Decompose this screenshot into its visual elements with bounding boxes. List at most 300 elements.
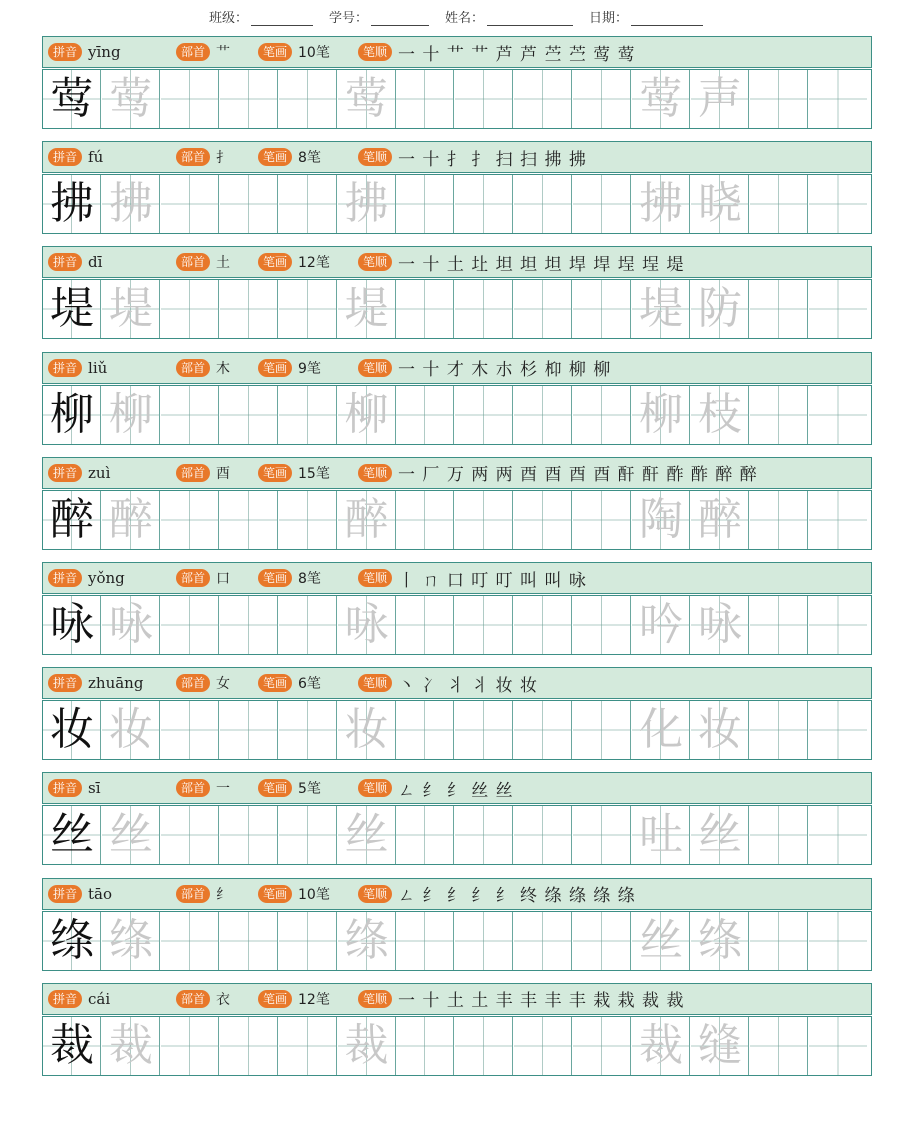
- stroke-order-segment: [358, 986, 684, 1011]
- pinyin-segment: [43, 569, 176, 587]
- practice-cell[interactable]: [632, 596, 690, 654]
- practice-cell[interactable]: [809, 175, 867, 233]
- practice-cell[interactable]: [632, 806, 690, 864]
- writing-grid: [42, 1016, 872, 1076]
- order-tag: 笔顺: [358, 43, 392, 61]
- pinyin-value: yǒng: [88, 569, 125, 587]
- word-character-2: 防: [697, 283, 742, 335]
- pinyin-segment: [43, 779, 176, 797]
- practice-cell[interactable]: [809, 70, 867, 128]
- practice-cell[interactable]: [691, 1017, 749, 1075]
- practice-cell[interactable]: [102, 491, 160, 549]
- character-info-bar: [42, 141, 872, 173]
- practice-cell[interactable]: [455, 70, 513, 128]
- trace-character: 丝: [108, 809, 153, 861]
- practice-cell[interactable]: [691, 806, 749, 864]
- practice-cell[interactable]: [396, 175, 454, 233]
- practice-cell[interactable]: [338, 912, 396, 970]
- pinyin-segment: [43, 253, 176, 271]
- practice-cell[interactable]: [161, 701, 219, 759]
- trace-character: 醉: [108, 493, 153, 545]
- practice-cell[interactable]: [161, 175, 219, 233]
- radical-value: 口: [216, 571, 231, 587]
- practice-cell[interactable]: [43, 912, 101, 970]
- pinyin-value: fú: [88, 148, 104, 167]
- character-block: [42, 141, 872, 233]
- model-character: 妆: [50, 704, 94, 756]
- practice-cell[interactable]: [43, 806, 101, 864]
- student-id-label: 学号：: [328, 11, 368, 26]
- character-block: [42, 352, 872, 444]
- radical-segment: [176, 463, 258, 483]
- practice-cell[interactable]: [220, 1017, 278, 1075]
- pinyin-segment: [43, 43, 176, 61]
- practice-cell[interactable]: [691, 912, 749, 970]
- practice-cell[interactable]: [161, 280, 219, 338]
- practice-cell[interactable]: [809, 596, 867, 654]
- pinyin-value: cái: [88, 989, 111, 1008]
- character-block: [42, 878, 872, 970]
- practice-cell[interactable]: [573, 806, 631, 864]
- practice-cell[interactable]: [809, 701, 867, 759]
- character-info-bar: [42, 667, 872, 699]
- practice-cell[interactable]: [632, 280, 690, 338]
- practice-cell[interactable]: [102, 806, 160, 864]
- character-block: [42, 457, 872, 549]
- word-character-1: 柳: [639, 388, 683, 440]
- practice-cell[interactable]: [338, 175, 396, 233]
- strokes-tag: 笔画: [258, 464, 292, 482]
- practice-cell[interactable]: [220, 912, 278, 970]
- practice-cell[interactable]: [514, 596, 572, 654]
- pinyin-value: zhuāng: [88, 674, 144, 693]
- order-tag: 笔顺: [358, 569, 392, 587]
- practice-cell[interactable]: [809, 280, 867, 338]
- word-character-1: 吐: [639, 809, 683, 861]
- character-block: [42, 667, 872, 759]
- practice-cell[interactable]: [43, 386, 101, 444]
- name-label: 姓名：: [445, 11, 485, 26]
- date-label: 日期：: [589, 11, 629, 26]
- practice-cell[interactable]: [455, 806, 513, 864]
- strokes-tag: 笔画: [258, 253, 292, 271]
- practice-cell[interactable]: [396, 596, 454, 654]
- practice-cell[interactable]: [220, 701, 278, 759]
- pinyin-tag: 拼音: [48, 885, 82, 903]
- stroke-count-value: 15笔: [298, 465, 330, 482]
- practice-cell[interactable]: [338, 280, 396, 338]
- word-character-2: 枝: [697, 388, 742, 440]
- practice-cell[interactable]: [455, 912, 513, 970]
- practice-cell[interactable]: [161, 386, 219, 444]
- practice-cell[interactable]: [102, 701, 160, 759]
- stroke-order-value: 一 十 艹 艹 芦 芦 苎 苎 莺 莺: [398, 44, 636, 65]
- practice-cell[interactable]: [691, 280, 749, 338]
- practice-cell[interactable]: [43, 491, 101, 549]
- name-field[interactable]: [445, 7, 573, 26]
- stroke-count-segment: [258, 42, 358, 62]
- word-character-2: 咏: [697, 599, 742, 650]
- writing-grid: [42, 700, 872, 760]
- stroke-count-value: 8笔: [298, 150, 321, 167]
- order-tag: 笔顺: [358, 779, 392, 797]
- stroke-order-segment: [358, 40, 636, 65]
- practice-cell[interactable]: [455, 280, 513, 338]
- trace-character: 裁: [108, 1019, 153, 1071]
- pinyin-value: zuì: [88, 463, 111, 482]
- practice-cell[interactable]: [514, 701, 572, 759]
- pinyin-segment: [43, 148, 176, 166]
- trace-character: 莺: [344, 73, 389, 124]
- radical-value: 酉: [216, 465, 231, 482]
- practice-cell[interactable]: [43, 596, 101, 654]
- date-blank[interactable]: [631, 11, 703, 26]
- practice-cell[interactable]: [750, 701, 808, 759]
- pinyin-tag: 拼音: [48, 990, 82, 1008]
- practice-cell[interactable]: [809, 491, 867, 549]
- practice-cell[interactable]: [809, 1017, 867, 1075]
- practice-cell[interactable]: [455, 491, 513, 549]
- pinyin-segment: [43, 464, 176, 482]
- practice-cell[interactable]: [220, 70, 278, 128]
- practice-cell[interactable]: [279, 280, 337, 338]
- practice-cell[interactable]: [43, 175, 101, 233]
- radical-value: 女: [216, 676, 231, 693]
- character-block: [42, 983, 872, 1075]
- pinyin-value: yīng: [88, 43, 121, 61]
- radical-tag: 部首: [176, 148, 210, 166]
- pinyin-segment: [43, 885, 176, 903]
- practice-cell[interactable]: [279, 175, 337, 233]
- order-tag: 笔顺: [358, 674, 392, 692]
- stroke-count-value: 9笔: [298, 360, 321, 377]
- practice-cell[interactable]: [573, 1017, 631, 1075]
- radical-segment: [176, 147, 258, 167]
- trace-character: 柳: [344, 388, 389, 440]
- student-id-blank[interactable]: [371, 11, 429, 26]
- stroke-count-value: 12笔: [298, 255, 330, 272]
- practice-cell[interactable]: [514, 806, 572, 864]
- practice-cell[interactable]: [338, 386, 396, 444]
- order-tag: 笔顺: [358, 359, 392, 377]
- stroke-order-segment: [358, 145, 587, 170]
- stroke-count-segment: [258, 989, 358, 1009]
- practice-cell[interactable]: [161, 596, 219, 654]
- practice-cell[interactable]: [161, 912, 219, 970]
- character-info-bar: [42, 983, 872, 1015]
- class-field[interactable]: [209, 7, 313, 26]
- practice-cell[interactable]: [396, 701, 454, 759]
- radical-tag: 部首: [176, 43, 210, 61]
- trace-character: 裁: [344, 1019, 389, 1071]
- practice-cell[interactable]: [632, 386, 690, 444]
- stroke-order-value: 一 十 土 土 丰 丰 丰 丰 栽 栽 裁 裁: [398, 991, 685, 1012]
- student-id-field[interactable]: [329, 7, 429, 26]
- stroke-order-segment: [358, 671, 538, 696]
- practice-cell[interactable]: [455, 1017, 513, 1075]
- practice-cell[interactable]: [514, 175, 572, 233]
- radical-tag: 部首: [176, 990, 210, 1008]
- practice-cell[interactable]: [43, 701, 101, 759]
- practice-cell[interactable]: [750, 806, 808, 864]
- radical-value: 扌: [216, 150, 231, 167]
- practice-cell[interactable]: [455, 701, 513, 759]
- radical-value: 衣: [216, 991, 231, 1008]
- practice-cell[interactable]: [573, 596, 631, 654]
- practice-cell[interactable]: [573, 491, 631, 549]
- name-blank[interactable]: [487, 11, 573, 26]
- trace-character: 妆: [344, 704, 389, 756]
- practice-cell[interactable]: [514, 912, 572, 970]
- character-info-bar: [42, 562, 872, 594]
- practice-cell[interactable]: [396, 280, 454, 338]
- date-field[interactable]: [589, 7, 703, 26]
- practice-cell[interactable]: [750, 596, 808, 654]
- stroke-order-value: 丨 ㄇ 口 叮 叮 叫 叫 咏: [398, 570, 587, 591]
- practice-cell[interactable]: [750, 70, 808, 128]
- practice-cell[interactable]: [455, 386, 513, 444]
- stroke-order-value: 一 十 才 木 朩 杉 枊 柳 柳: [398, 360, 612, 381]
- writing-grid: [42, 490, 872, 550]
- practice-cell[interactable]: [338, 70, 396, 128]
- stroke-count-segment: [258, 147, 358, 167]
- practice-cell[interactable]: [750, 386, 808, 444]
- stroke-order-segment: [358, 250, 684, 275]
- practice-cell[interactable]: [691, 70, 749, 128]
- worksheet-header: [0, 4, 912, 26]
- practice-cell[interactable]: [573, 175, 631, 233]
- pinyin-value: dī: [88, 253, 103, 272]
- practice-cell[interactable]: [691, 175, 749, 233]
- radical-segment: [176, 252, 258, 272]
- order-tag: 笔顺: [358, 885, 392, 903]
- practice-cell[interactable]: [279, 491, 337, 549]
- practice-cell[interactable]: [632, 70, 690, 128]
- practice-cell[interactable]: [750, 491, 808, 549]
- order-tag: 笔顺: [358, 148, 392, 166]
- radical-tag: 部首: [176, 779, 210, 797]
- class-blank[interactable]: [251, 11, 313, 26]
- radical-value: 一: [216, 781, 231, 798]
- word-character-2: 缝: [697, 1019, 742, 1071]
- model-character: 醉: [50, 493, 94, 545]
- stroke-count-segment: [258, 884, 358, 904]
- practice-cell[interactable]: [161, 806, 219, 864]
- practice-cell[interactable]: [809, 912, 867, 970]
- practice-cell[interactable]: [43, 1017, 101, 1075]
- order-tag: 笔顺: [358, 253, 392, 271]
- stroke-count-segment: [258, 568, 358, 588]
- word-character-1: 莺: [639, 73, 683, 124]
- class-label: 班级：: [208, 11, 248, 26]
- practice-cell[interactable]: [750, 912, 808, 970]
- character-info-bar: [42, 352, 872, 384]
- radical-segment: [176, 568, 258, 588]
- strokes-tag: 笔画: [258, 43, 292, 61]
- character-info-bar: [42, 457, 872, 489]
- practice-cell[interactable]: [514, 280, 572, 338]
- stroke-count-segment: [258, 778, 358, 798]
- practice-cell[interactable]: [102, 596, 160, 654]
- practice-cell[interactable]: [279, 1017, 337, 1075]
- stroke-order-value: 丶 冫 丬 丬 妆 妆: [398, 675, 539, 696]
- practice-cell[interactable]: [750, 1017, 808, 1075]
- order-tag: 笔顺: [358, 990, 392, 1008]
- radical-segment: [176, 42, 258, 62]
- trace-character: 醉: [344, 493, 389, 545]
- practice-cell[interactable]: [396, 70, 454, 128]
- practice-cell[interactable]: [691, 491, 749, 549]
- word-character-2: 绦: [697, 914, 742, 966]
- stroke-order-value: ㄥ 纟 纟 丝 丝: [398, 780, 514, 801]
- stroke-order-segment: [358, 881, 636, 906]
- practice-cell[interactable]: [750, 280, 808, 338]
- practice-cell[interactable]: [338, 1017, 396, 1075]
- radical-tag: 部首: [176, 359, 210, 377]
- stroke-order-value: 一 厂 万 两 两 酉 酉 酉 酉 酐 酐 酢 酢 醉 醉: [398, 465, 758, 486]
- word-character-2: 声: [697, 73, 742, 124]
- practice-cell[interactable]: [161, 70, 219, 128]
- practice-cell[interactable]: [102, 280, 160, 338]
- character-block: [42, 562, 872, 654]
- trace-character: 柳: [108, 388, 153, 440]
- practice-cell[interactable]: [338, 701, 396, 759]
- trace-character: 堤: [108, 283, 153, 335]
- model-character: 裁: [50, 1019, 94, 1071]
- stroke-order-segment: [358, 776, 514, 801]
- practice-cell[interactable]: [279, 806, 337, 864]
- practice-cell[interactable]: [691, 701, 749, 759]
- practice-cell[interactable]: [809, 386, 867, 444]
- practice-cell[interactable]: [102, 912, 160, 970]
- model-character: 拂: [50, 178, 94, 230]
- stroke-order-value: ㄥ 纟 纟 纟 纟 终 绦 绦 绦 绦: [398, 886, 636, 907]
- strokes-tag: 笔画: [258, 148, 292, 166]
- practice-cell[interactable]: [396, 912, 454, 970]
- radical-value: 纟: [216, 886, 231, 903]
- practice-cell[interactable]: [338, 596, 396, 654]
- practice-cell[interactable]: [455, 596, 513, 654]
- strokes-tag: 笔画: [258, 779, 292, 797]
- writing-grid: [42, 69, 872, 129]
- practice-cell[interactable]: [632, 912, 690, 970]
- practice-cell[interactable]: [691, 596, 749, 654]
- practice-cell[interactable]: [220, 596, 278, 654]
- trace-character: 咏: [344, 599, 389, 650]
- character-info-bar: [42, 36, 872, 68]
- practice-cell[interactable]: [514, 70, 572, 128]
- practice-cell[interactable]: [514, 491, 572, 549]
- character-block: [42, 36, 872, 128]
- pinyin-tag: 拼音: [48, 359, 82, 377]
- practice-cell[interactable]: [279, 386, 337, 444]
- word-character-2: 妆: [697, 704, 742, 756]
- radical-tag: 部首: [176, 464, 210, 482]
- practice-cell[interactable]: [338, 806, 396, 864]
- practice-cell[interactable]: [161, 1017, 219, 1075]
- practice-cell[interactable]: [279, 701, 337, 759]
- practice-cell[interactable]: [632, 491, 690, 549]
- word-character-2: 醉: [697, 493, 742, 545]
- practice-cell[interactable]: [691, 386, 749, 444]
- stroke-count-value: 12笔: [298, 991, 330, 1008]
- practice-cell[interactable]: [632, 1017, 690, 1075]
- stroke-count-value: 10笔: [298, 45, 330, 61]
- stroke-count-value: 5笔: [298, 781, 321, 798]
- practice-cell[interactable]: [750, 175, 808, 233]
- practice-cell[interactable]: [396, 806, 454, 864]
- practice-cell[interactable]: [573, 912, 631, 970]
- model-character: 丝: [50, 809, 94, 861]
- pinyin-tag: 拼音: [48, 569, 82, 587]
- practice-cell[interactable]: [514, 386, 572, 444]
- practice-cell[interactable]: [514, 1017, 572, 1075]
- practice-cell[interactable]: [220, 491, 278, 549]
- practice-cell[interactable]: [396, 386, 454, 444]
- strokes-tag: 笔画: [258, 990, 292, 1008]
- practice-cell[interactable]: [338, 491, 396, 549]
- practice-cell[interactable]: [573, 386, 631, 444]
- practice-cell[interactable]: [279, 596, 337, 654]
- practice-cell[interactable]: [573, 280, 631, 338]
- pinyin-value: sī: [88, 779, 101, 798]
- practice-cell[interactable]: [809, 806, 867, 864]
- practice-cell[interactable]: [632, 701, 690, 759]
- practice-cell[interactable]: [573, 701, 631, 759]
- practice-cell[interactable]: [396, 491, 454, 549]
- practice-cell[interactable]: [161, 491, 219, 549]
- practice-cell[interactable]: [43, 70, 101, 128]
- practice-cell[interactable]: [102, 386, 160, 444]
- radical-value: 土: [216, 255, 231, 272]
- model-character: 绦: [50, 914, 94, 966]
- practice-cell[interactable]: [102, 175, 160, 233]
- radical-tag: 部首: [176, 674, 210, 692]
- trace-character: 绦: [344, 914, 389, 966]
- writing-grid: [42, 911, 872, 971]
- pinyin-tag: 拼音: [48, 464, 82, 482]
- practice-cell[interactable]: [279, 70, 337, 128]
- practice-cell[interactable]: [102, 1017, 160, 1075]
- pinyin-value: tāo: [88, 884, 113, 903]
- practice-cell[interactable]: [102, 70, 160, 128]
- trace-character: 拂: [344, 178, 389, 230]
- practice-cell[interactable]: [279, 912, 337, 970]
- radical-value: 木: [216, 360, 231, 377]
- word-character-1: 陶: [639, 493, 683, 545]
- character-info-bar: [42, 246, 872, 278]
- practice-cell[interactable]: [396, 1017, 454, 1075]
- pinyin-tag: 拼音: [48, 779, 82, 797]
- radical-segment: [176, 358, 258, 378]
- practice-cell[interactable]: [573, 70, 631, 128]
- practice-cell[interactable]: [43, 280, 101, 338]
- practice-cell[interactable]: [220, 806, 278, 864]
- practice-cell[interactable]: [220, 280, 278, 338]
- word-character-2: 丝: [697, 809, 742, 861]
- character-block: [42, 246, 872, 338]
- pinyin-tag: 拼音: [48, 43, 82, 61]
- practice-cell[interactable]: [220, 386, 278, 444]
- practice-cell[interactable]: [220, 175, 278, 233]
- practice-cell[interactable]: [455, 175, 513, 233]
- practice-cell[interactable]: [632, 175, 690, 233]
- stroke-count-segment: [258, 673, 358, 693]
- stroke-order-value: 一 十 扌 扌 扫 扫 拂 拂: [398, 149, 587, 170]
- word-character-1: 堤: [639, 283, 683, 335]
- stroke-count-segment: [258, 463, 358, 483]
- writing-grid: [42, 174, 872, 234]
